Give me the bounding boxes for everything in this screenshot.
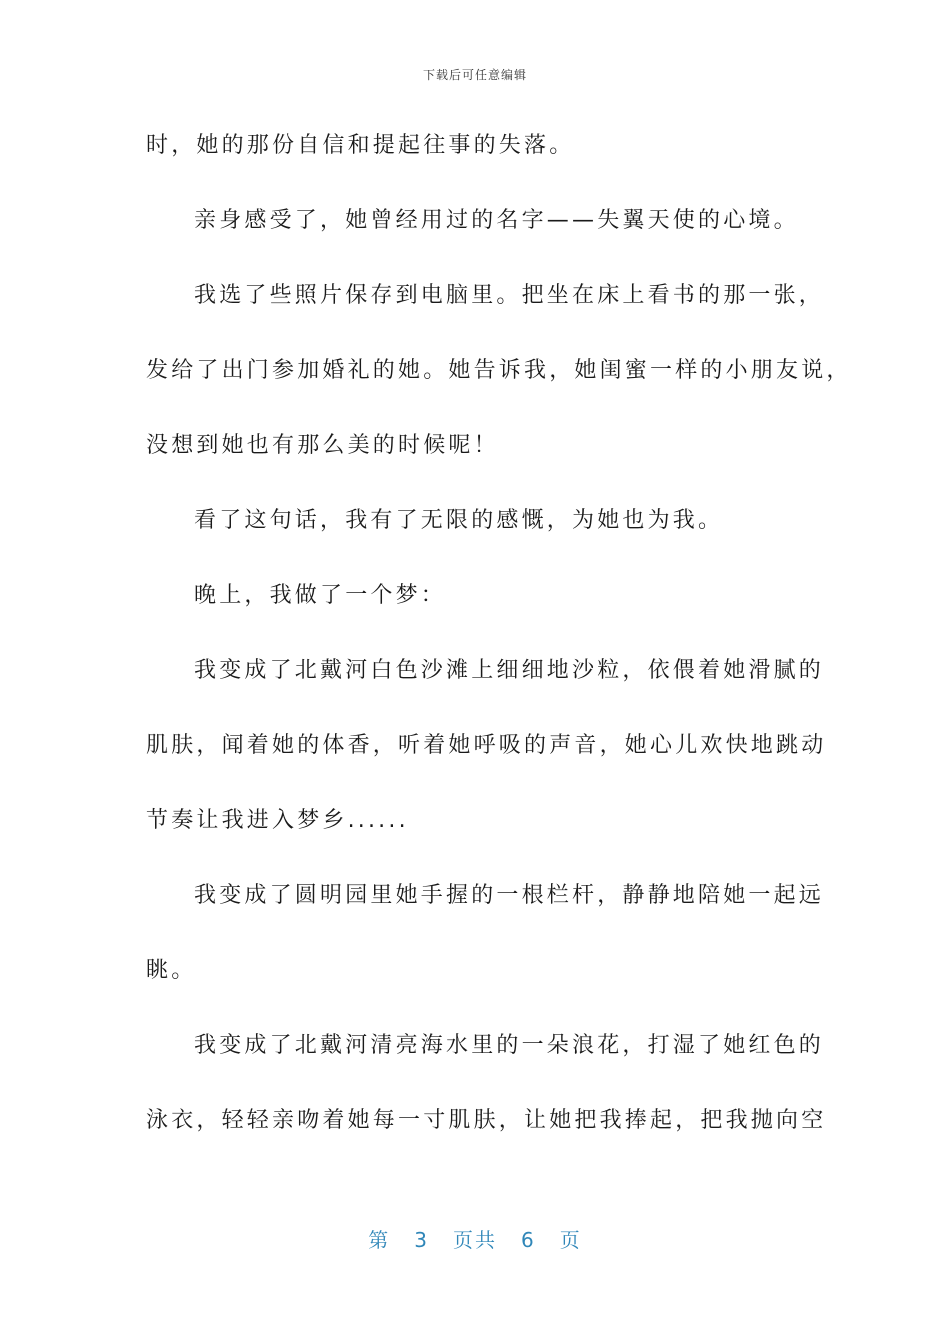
paragraph-line: 晚上，我做了一个梦： bbox=[194, 583, 447, 608]
paragraph-line: 时，她的那份自信和提起往事的失落。 bbox=[146, 133, 575, 158]
footer-middle: 页共 bbox=[453, 1228, 497, 1252]
paragraph-line: 泳衣，轻轻亲吻着她每一寸肌肤，让她把我捧起，把我抛向空 bbox=[146, 1108, 827, 1133]
current-page-number: 3 bbox=[414, 1228, 429, 1252]
page-header: 下载后可任意编辑 bbox=[422, 68, 527, 82]
paragraph-line: 我选了些照片保存到电脑里。把坐在床上看书的那一张， bbox=[194, 283, 825, 308]
footer-prefix: 第 bbox=[368, 1228, 391, 1252]
paragraph-line: 我变成了圆明园里她手握的一根栏杆，静静地陪她一起远 bbox=[194, 883, 825, 908]
paragraph-line: 没想到她也有那么美的时候呢！ bbox=[146, 433, 499, 458]
paragraph-line: 发给了出门参加婚礼的她。她告诉我，她闺蜜一样的小朋友说， bbox=[146, 358, 852, 383]
document-body bbox=[146, 124, 852, 1174]
paragraph-line: 亲身感受了，她曾经用过的名字——失翼天使的心境。 bbox=[194, 208, 799, 233]
paragraph-line: 节奏让我进入梦乡...... bbox=[146, 808, 409, 833]
paragraph-line: 我变成了北戴河清亮海水里的一朵浪花，打湿了她红色的 bbox=[194, 1033, 825, 1058]
total-page-count: 6 bbox=[521, 1228, 536, 1252]
paragraph-line: 眺。 bbox=[146, 958, 197, 983]
paragraph-line: 我变成了北戴河白色沙滩上细细地沙粒，依偎着她滑腻的 bbox=[194, 658, 825, 683]
page-footer bbox=[0, 1224, 950, 1253]
paragraph-line: 肌肤，闻着她的体香，听着她呼吸的声音，她心儿欢快地跳动 bbox=[146, 733, 827, 758]
paragraph-line: 看了这句话，我有了无限的感慨，为她也为我。 bbox=[194, 508, 724, 533]
footer-suffix: 页 bbox=[559, 1228, 582, 1252]
